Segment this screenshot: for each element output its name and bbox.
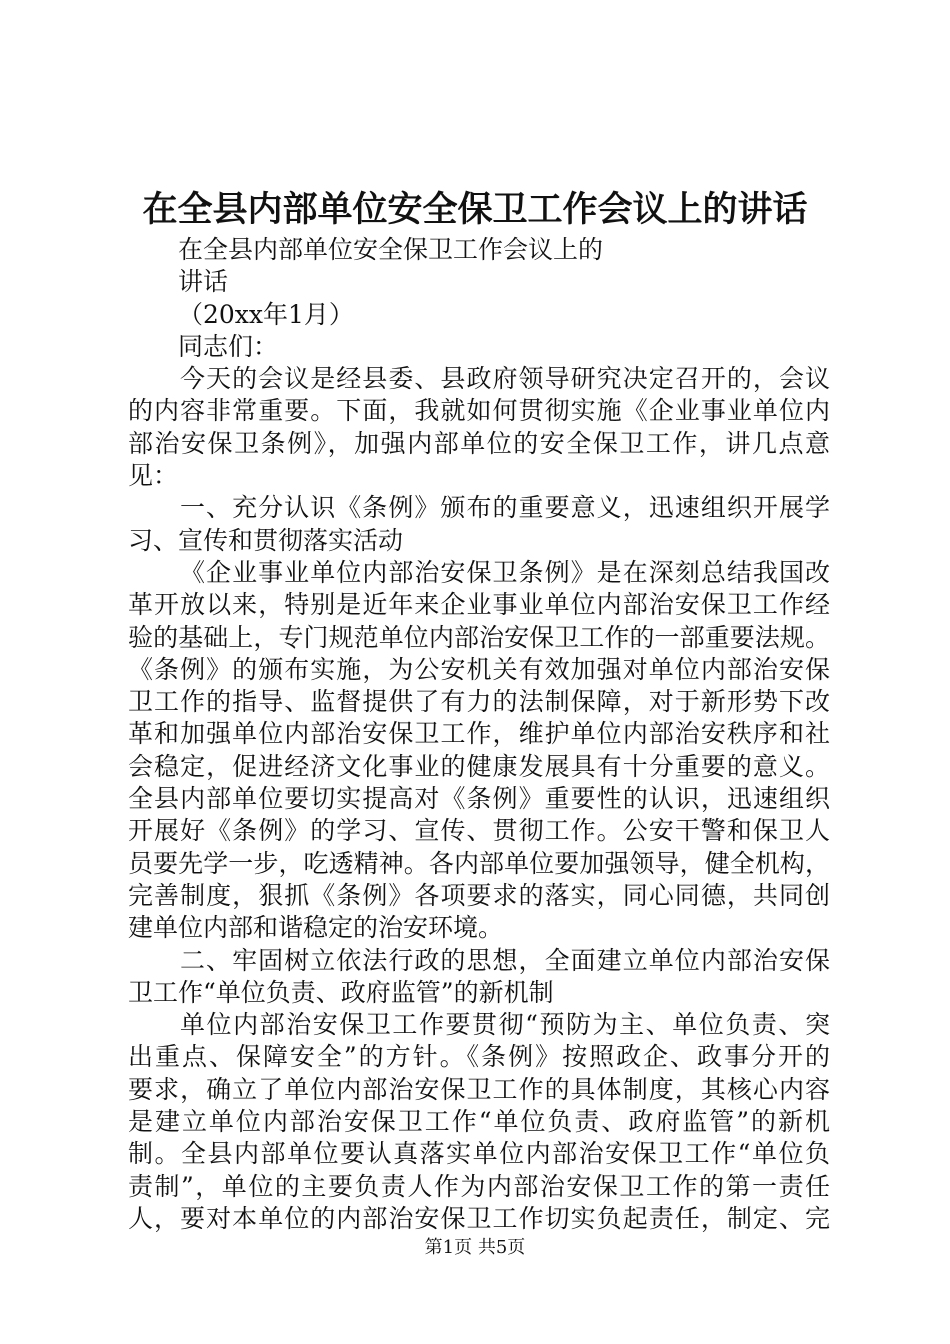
- text-line: 要求，确立了单位内部治安保卫工作的具体制度，其核心内容: [128, 1074, 830, 1104]
- text-line: （20xx年1月）: [178, 299, 354, 329]
- text-line: 是建立单位内部治安保卫工作“单位负责、政府监管”的新机: [128, 1107, 830, 1137]
- text-line: 制。全县内部单位要认真落实单位内部治安保卫工作“单位负: [128, 1139, 830, 1169]
- text-line: 开展好《条例》的学习、宣传、贯彻工作。公安干警和保卫人: [128, 816, 830, 846]
- text-line: 讲话: [178, 267, 229, 297]
- text-line: 完善制度，狠抓《条例》各项要求的落实，同心同德，共同创: [128, 880, 830, 910]
- text-line: 的内容非常重要。下面，我就如何贯彻实施《企业事业单位内: [128, 396, 830, 426]
- text-line: 责制”，单位的主要负责人作为内部治安保卫工作的第一责任: [128, 1171, 830, 1201]
- text-line: 一、充分认识《条例》颁布的重要意义，迅速组织开展学: [180, 493, 830, 523]
- text-line: 《条例》的颁布实施，为公安机关有效加强对单位内部治安保: [128, 654, 830, 684]
- text-line: 单位内部治安保卫工作要贯彻“预防为主、单位负责、突: [180, 1010, 830, 1040]
- document-title: 在全县内部单位安全保卫工作会议上的讲话: [142, 189, 808, 230]
- text-line: 革和加强单位内部治安保卫工作，维护单位内部治安秩序和社: [128, 719, 830, 749]
- text-line: 二、牢固树立依法行政的思想，全面建立单位内部治安保: [180, 945, 830, 975]
- text-line: 卫工作“单位负责、政府监管”的新机制: [128, 977, 554, 1007]
- text-line: 卫工作的指导、监督提供了有力的法制保障，对于新形势下改: [128, 687, 830, 717]
- page-footer: 第1页 共5页: [424, 1237, 526, 1258]
- document-body: [128, 234, 830, 1235]
- text-line: 员要先学一步，吃透精神。各内部单位要加强领导，健全机构，: [128, 848, 830, 878]
- text-line: 部治安保卫条例》，加强内部单位的安全保卫工作，讲几点意: [128, 428, 830, 458]
- text-line: 《企业事业单位内部治安保卫条例》是在深刻总结我国改: [180, 557, 830, 587]
- text-line: 同志们：: [178, 331, 279, 361]
- text-line: 革开放以来，特别是近年来企业事业单位内部治安保卫工作经: [128, 590, 830, 620]
- text-line: 在全县内部单位安全保卫工作会议上的: [178, 235, 604, 264]
- text-line: 习、宣传和贯彻落实活动: [128, 525, 404, 555]
- text-line: 验的基础上，专门规范单位内部治安保卫工作的一部重要法规。: [128, 622, 830, 652]
- text-line: 建单位内部和谐稳定的治安环境。: [128, 913, 504, 943]
- text-line: 见：: [128, 461, 179, 491]
- text-line: 人，要对本单位的内部治安保卫工作切实负起责任，制定、完: [128, 1203, 830, 1233]
- text-line: 出重点、保障安全”的方针。《条例》按照政企、政事分开的: [128, 1042, 830, 1072]
- text-line: 全县内部单位要切实提高对《条例》重要性的认识，迅速组织: [128, 784, 830, 814]
- text-line: 今天的会议是经县委、县政府领导研究决定召开的，会议: [180, 364, 830, 394]
- text-line: 会稳定，促进经济文化事业的健康发展具有十分重要的意义。: [128, 751, 830, 781]
